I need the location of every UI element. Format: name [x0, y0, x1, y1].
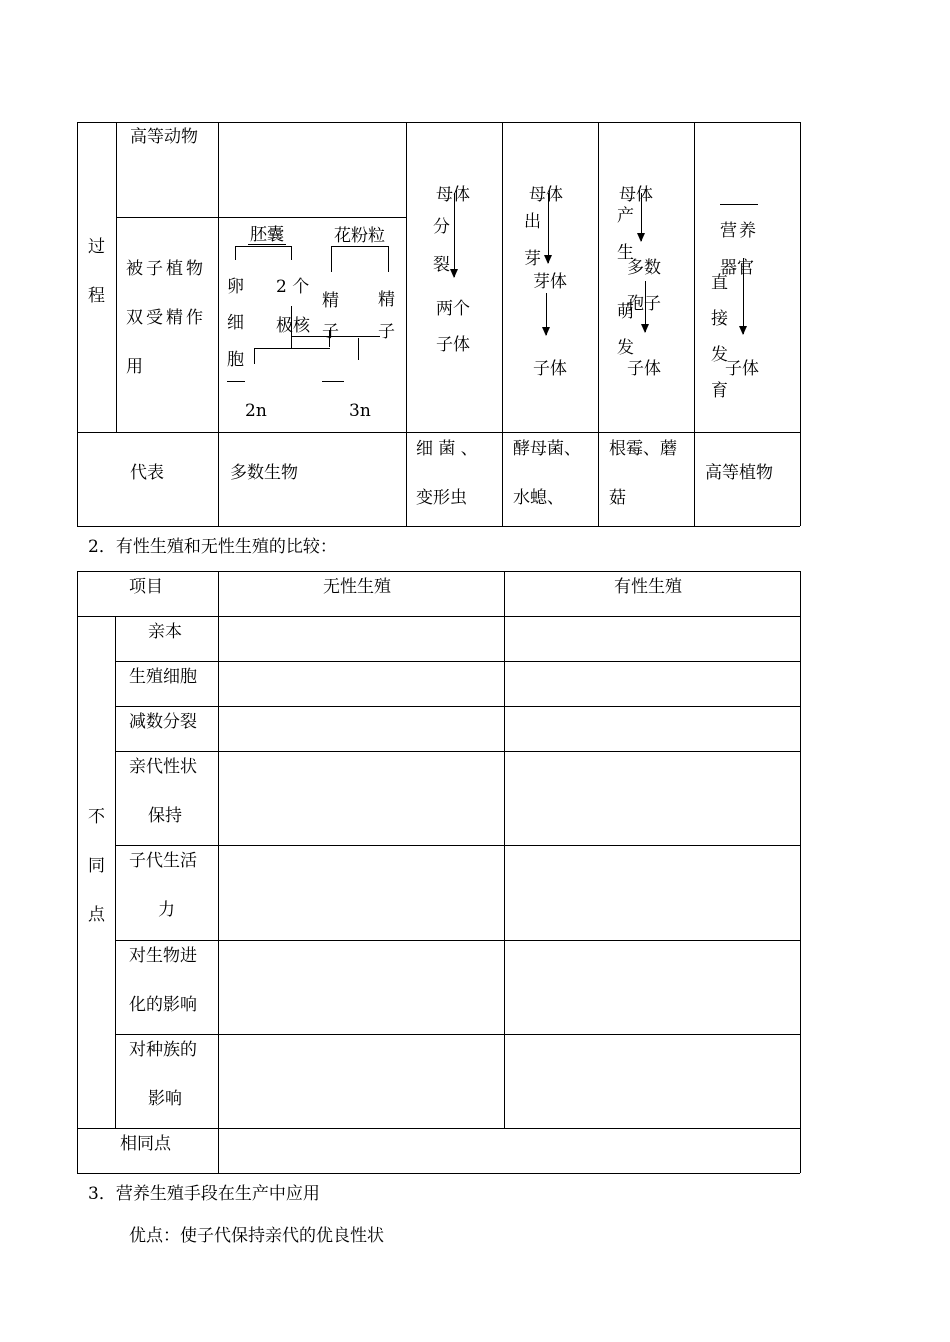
rep-budding-1: 酵母菌、: [513, 439, 581, 459]
rep-fission-2: 变形虫: [416, 488, 467, 508]
angiosperm-label-1: 被子植物: [126, 259, 206, 279]
fission-result-1: 两个: [436, 299, 470, 319]
row-trait-2: 保持: [148, 806, 182, 826]
egg-cell-2: 细: [227, 313, 244, 333]
budding-arrow-1: [548, 193, 549, 263]
vegetative-verb-3: 发: [711, 345, 728, 365]
ploidy-2n: 2n: [245, 401, 267, 421]
embryo-sac-underline: [248, 244, 286, 245]
egg-cell-3: 胞: [227, 350, 244, 370]
spore-arrow-1: [641, 193, 642, 241]
polar-nuclei-2: 极核: [276, 316, 310, 336]
budding-result: 子体: [533, 359, 567, 379]
differences-label-2: 同: [88, 856, 105, 876]
fission-verb-1: 分: [433, 217, 450, 237]
fission-mother: 母体: [436, 185, 470, 205]
rep-vegetative: 高等植物: [705, 463, 773, 483]
col-item-header: 项目: [129, 577, 163, 597]
sperm-left-1: 精: [322, 291, 339, 311]
process-label-2: 程: [88, 286, 105, 306]
budding-mother: 母体: [529, 185, 563, 205]
vegetative-verb-4: 育: [711, 381, 728, 401]
row-species-2: 影响: [148, 1089, 182, 1109]
col-asexual-header: 无性生殖: [323, 577, 391, 597]
spore-verb-1: 产: [617, 206, 634, 226]
row-evolution-1: 对生物进: [129, 946, 197, 966]
spore-verb-2: 生: [617, 243, 634, 263]
row-vitality-1: 子代生活: [129, 851, 197, 871]
fission-result-2: 子体: [436, 335, 470, 355]
advantage-text: 优点：使子代保持亲代的优良性状: [129, 1226, 384, 1246]
sperm-left-2: 子: [322, 322, 339, 342]
row-species-1: 对种族的: [129, 1040, 197, 1060]
vegetative-verb-1: 直: [711, 273, 728, 293]
rep-label: 代表: [130, 463, 164, 483]
rep-budding-2: 水螅、: [513, 488, 564, 508]
fission-arrow: [454, 193, 455, 277]
spore-mother: 母体: [619, 185, 653, 205]
row-trait-1: 亲代性状: [129, 757, 197, 777]
rep-spore-2: 菇: [609, 488, 626, 508]
embryo-sac-label: 胚囊: [250, 225, 284, 245]
pollen-label: 花粉粒: [334, 226, 385, 246]
section-2-heading: 2．有性生殖和无性生殖的比较：: [88, 537, 337, 557]
row-parent: 亲本: [148, 622, 182, 642]
spore-word: 孢子: [627, 294, 661, 314]
fission-verb-2: 裂: [433, 255, 450, 275]
row-germ-cell: 生殖细胞: [129, 667, 197, 687]
angiosperm-label-3: 用: [126, 357, 143, 377]
rep-fission-1: 细 菌 、: [416, 439, 478, 459]
polar-nuclei-1: 2 个: [276, 277, 310, 297]
spore-germ-2: 发: [617, 338, 634, 358]
budding-verb-1: 出: [524, 212, 541, 232]
vegetative-organ-2: 器官: [720, 258, 754, 278]
row-meiosis: 减数分裂: [129, 712, 197, 732]
vegetative-result: 子体: [725, 359, 759, 379]
sperm-right-2: 子: [378, 322, 395, 342]
higher-animals-label: 高等动物: [130, 127, 198, 147]
rep-spore-1: 根霉、蘑: [609, 439, 677, 459]
process-label-1: 过: [88, 237, 105, 257]
vegetative-verb-2: 接: [711, 309, 728, 329]
row-evolution-2: 化的影响: [129, 995, 197, 1015]
section-3-heading: 3．营养生殖手段在生产中应用: [88, 1184, 320, 1204]
ploidy-3n: 3n: [349, 401, 371, 421]
same-label: 相同点: [120, 1134, 171, 1154]
differences-label-3: 点: [88, 905, 105, 925]
spore-arrow-2: [645, 281, 646, 332]
vegetative-organ-1: 营养: [720, 221, 758, 241]
row-vitality-2: 力: [158, 900, 175, 920]
col-sexual-header: 有性生殖: [614, 577, 682, 597]
spore-result: 子体: [627, 359, 661, 379]
differences-label-1: 不: [88, 807, 105, 827]
rep-sexual: 多数生物: [230, 463, 298, 483]
egg-cell-1: 卵: [227, 277, 244, 297]
angiosperm-label-2: 双受精作: [126, 308, 206, 328]
spore-many: 多数: [627, 258, 661, 278]
budding-arrow-2: [546, 293, 547, 335]
sperm-right-1: 精: [378, 290, 395, 310]
vegetative-arrow: [743, 258, 744, 334]
budding-verb-2: 芽: [524, 249, 541, 269]
spore-germ-1: 萌: [617, 302, 634, 322]
budding-bud: 芽体: [533, 272, 567, 292]
